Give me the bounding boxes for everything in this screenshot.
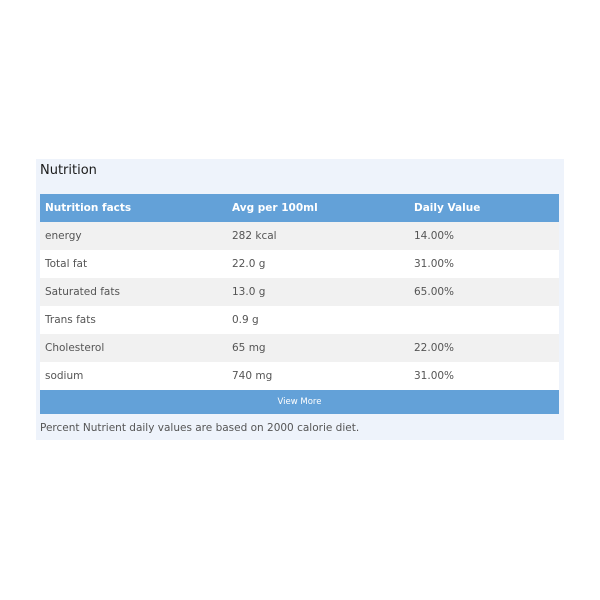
nutrient-name: energy bbox=[45, 230, 82, 242]
view-more-button[interactable]: View More bbox=[40, 390, 559, 414]
nutrient-avg: 22.0 g bbox=[232, 258, 266, 270]
nutrient-name: Saturated fats bbox=[45, 286, 120, 298]
footnote: Percent Nutrient daily values are based on 2000 calorie diet. bbox=[40, 422, 360, 434]
nutrient-daily-value: 31.00% bbox=[414, 258, 455, 270]
table-header-row bbox=[40, 194, 559, 222]
nutrient-daily-value: 14.00% bbox=[414, 230, 455, 242]
table-row bbox=[40, 306, 559, 334]
header-nutrition-facts: Nutrition facts bbox=[45, 202, 132, 214]
header-avg-per-100ml: Avg per 100ml bbox=[232, 202, 318, 214]
nutrient-avg: 13.0 g bbox=[232, 286, 266, 298]
table-row bbox=[40, 250, 559, 278]
nutrient-daily-value: 22.00% bbox=[414, 342, 455, 354]
nutrition-table bbox=[40, 194, 559, 390]
nutrient-name: Cholesterol bbox=[45, 342, 105, 354]
table-row bbox=[40, 334, 559, 362]
nutrient-name: Total fat bbox=[45, 258, 88, 270]
table-row bbox=[40, 362, 559, 390]
table-row bbox=[40, 222, 559, 250]
nutrition-panel bbox=[36, 159, 564, 440]
nutrient-daily-value: 65.00% bbox=[414, 286, 455, 298]
nutrient-name: Trans fats bbox=[45, 314, 96, 326]
nutrient-name: sodium bbox=[45, 370, 84, 382]
panel-title: Nutrition bbox=[40, 163, 97, 178]
nutrient-avg: 0.9 g bbox=[232, 314, 259, 326]
header-daily-value: Daily Value bbox=[414, 202, 481, 214]
table-row bbox=[40, 278, 559, 306]
nutrient-daily-value: 31.00% bbox=[414, 370, 455, 382]
nutrient-avg: 740 mg bbox=[232, 370, 273, 382]
nutrient-avg: 282 kcal bbox=[232, 230, 277, 242]
nutrient-avg: 65 mg bbox=[232, 342, 266, 354]
